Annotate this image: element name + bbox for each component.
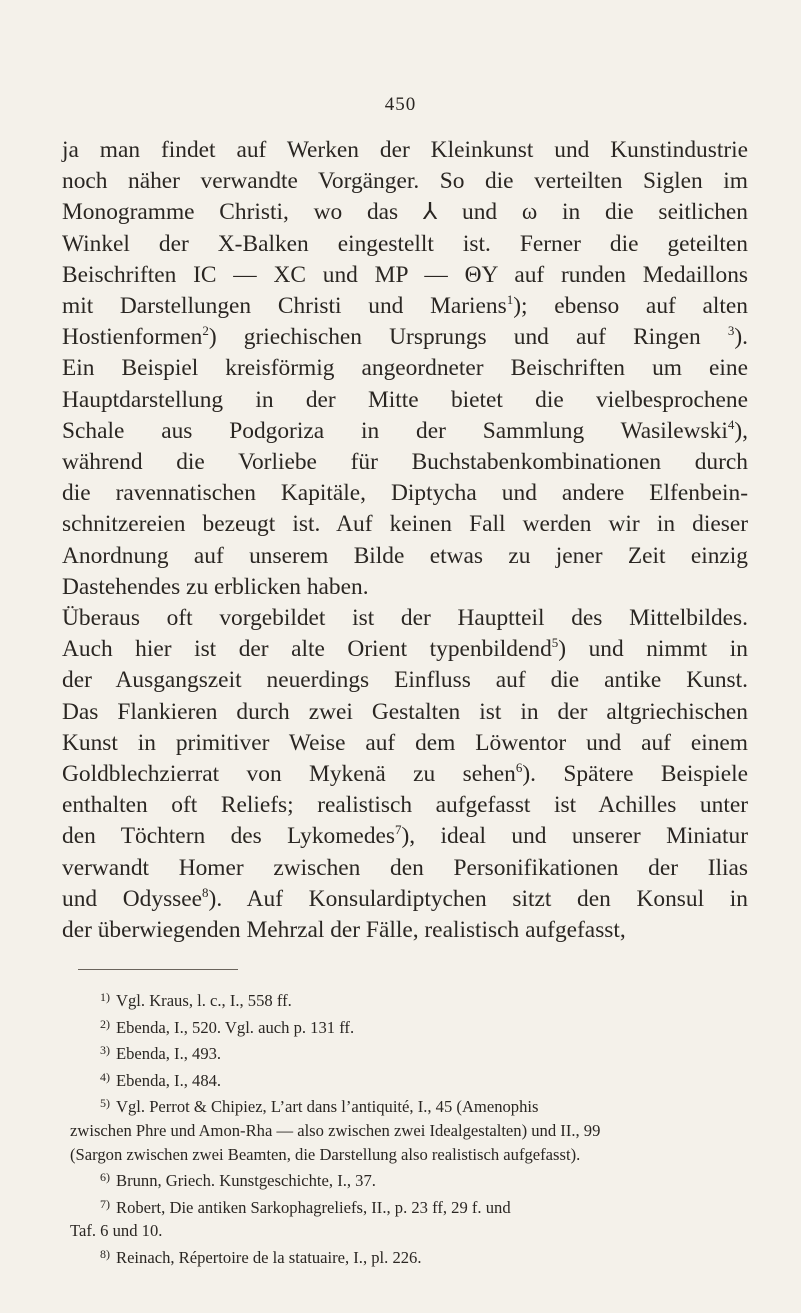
line-text: Anordnung auf unserem Bilde etwas zu jener Zeit einzig bbox=[62, 542, 748, 569]
footnote-ref: 6 bbox=[515, 760, 523, 776]
line-text: Das Flankieren durch zwei Gestalten ist in der altgriechischen bbox=[62, 698, 748, 725]
footnote-ref: 2 bbox=[202, 323, 209, 339]
line-text: enthalten oft Reliefs; realistisch aufgefasst ist Achilles unter bbox=[62, 792, 748, 819]
text-line: und Odyssee$^8$). Auf Konsulardiptychen sitzt den Konsul in bbox=[62, 884, 748, 912]
text-line bbox=[62, 853, 748, 884]
footnote-mark: 8) bbox=[100, 1246, 110, 1261]
footnote-mark: 5) bbox=[100, 1096, 110, 1111]
footnote bbox=[62, 1039, 748, 1066]
text-line bbox=[62, 790, 748, 821]
footnote-text: Vgl. Kraus, l. c., I., 558 ff. bbox=[116, 991, 292, 1010]
line-text: Auch hier ist der alte Orient typenbildend bbox=[62, 636, 552, 663]
line-tail: . Auf Konsulardiptychen sitzt den Konsul in bbox=[216, 885, 748, 912]
line-text: Schale aus Podgoriza in der Sammlung Wasilewski bbox=[62, 417, 728, 444]
line-text: mit Darstellungen Christi und Mariens bbox=[62, 293, 507, 320]
text-line bbox=[62, 353, 748, 384]
line-text: verwandt Homer zwischen den Personifikationen der Ilias bbox=[62, 854, 748, 881]
footnote-text: Brunn, Griech. Kunstgeschichte, I., 37. bbox=[116, 1171, 376, 1191]
text-line bbox=[62, 229, 748, 260]
footnote-text: Ebenda, I., 493. bbox=[116, 1044, 222, 1064]
line-text: Kunst in primitiver Weise auf dem Löwentor und auf einem bbox=[62, 729, 748, 756]
footnote-text: zwischen Phre und Amon-Rha — also zwischen zwei Idealgestalten) und II., 99 bbox=[70, 1120, 601, 1140]
footnote-text: Vgl. Perrot & Chipiez, L’art dans l’antiquité, I., 45 (Amenophis bbox=[116, 1097, 539, 1117]
footnote-text: Ebenda, I., 484. bbox=[116, 1070, 222, 1090]
footnote-text: (Sargon zwischen zwei Beamten, die Darstellung also realistisch aufgefasst). bbox=[70, 1144, 581, 1164]
text-line: Hostienformen$^2$) griechischen Ursprungs und auf Ringen $^3$). bbox=[62, 323, 748, 351]
line-tail: ; ebenso auf alten bbox=[521, 293, 748, 320]
footnotes bbox=[62, 986, 748, 1270]
line-text: während die Vorliebe für Buchstabenkombinationen durch bbox=[62, 449, 748, 476]
line-text: Ein Beispiel kreisförmig angeordneter Beischriften um eine bbox=[62, 355, 748, 382]
line-text: noch näher verwandte Vorgänger. So die verteilten Siglen im bbox=[62, 168, 748, 195]
text-line bbox=[62, 665, 748, 696]
text-line bbox=[62, 728, 748, 759]
text-line bbox=[62, 509, 748, 540]
line-tail: , bbox=[742, 417, 748, 444]
footnote bbox=[62, 986, 748, 1013]
footnote bbox=[62, 1166, 748, 1193]
footnote-divider bbox=[78, 969, 238, 970]
footnote bbox=[62, 1013, 748, 1040]
footnote-mark: 1) bbox=[100, 990, 110, 1004]
text-line bbox=[62, 135, 748, 166]
body-text bbox=[62, 135, 748, 946]
footnote-text: Reinach, Répertoire de la statuaire, I., pl. 226. bbox=[116, 1247, 422, 1267]
line-text: ja man findet auf Werken der Kleinkunst und Kunstindustrie bbox=[62, 137, 748, 163]
text-line: den Töchtern des Lykomedes$^7$), ideal und unserer Miniatur bbox=[62, 822, 748, 850]
footnote-mark: 3) bbox=[100, 1043, 110, 1058]
text-line: Goldblechzierrat von Mykenä zu sehen$^6$). Spätere Beispiele bbox=[62, 760, 748, 788]
footnote bbox=[62, 1092, 748, 1119]
line-tail: . bbox=[742, 324, 748, 351]
line-text: Goldblechzierrat von Mykenä zu sehen bbox=[62, 761, 516, 788]
line-text: und Odyssee bbox=[62, 885, 203, 912]
line-tail: , ideal und unserer Miniatur bbox=[409, 823, 748, 850]
text-line bbox=[62, 697, 748, 728]
line-text: Winkel der X-Balken eingestellt ist. Ferner die geteilten bbox=[62, 230, 748, 257]
footnote-ref: 7 bbox=[395, 822, 402, 838]
footnote-ref: 1 bbox=[506, 292, 514, 308]
footnote-ref: 5 bbox=[551, 635, 559, 651]
text-line bbox=[62, 260, 748, 291]
line-text: den Töchtern des Lykomedes bbox=[62, 823, 395, 850]
footnote-ref: 8 bbox=[202, 884, 209, 900]
footnote-mark: 2) bbox=[100, 1016, 110, 1031]
line-text: die ravennatischen Kapitäle, Diptycha und andere Elfenbein- bbox=[62, 480, 748, 507]
text-line bbox=[62, 447, 748, 478]
line-text: Hostienformen bbox=[62, 324, 203, 351]
page-number: 450 bbox=[384, 94, 417, 115]
footnote-continuation bbox=[62, 1119, 748, 1143]
line-tail: und nimmt in bbox=[566, 636, 749, 663]
text-line: Auch hier ist der alte Orient typenbildend$^5$) und nimmt in bbox=[62, 635, 749, 663]
footnote bbox=[62, 1243, 748, 1270]
text-line bbox=[62, 166, 748, 197]
text-line bbox=[62, 915, 748, 946]
footnote-continuation bbox=[62, 1219, 748, 1243]
footnote-mark: 6) bbox=[100, 1170, 110, 1185]
line-tail: . Spätere Beispiele bbox=[530, 761, 748, 788]
footnote-ref: 3 bbox=[727, 323, 735, 339]
footnote-mark: 7) bbox=[100, 1196, 110, 1211]
footnote bbox=[62, 1066, 748, 1093]
text-line bbox=[62, 385, 748, 416]
footnote-mark: 4) bbox=[100, 1069, 110, 1084]
text-line bbox=[62, 572, 748, 603]
line-text: Beischriften IC — XC und MP — ΘY auf runden Medaillons bbox=[62, 261, 748, 288]
footnote-text: Robert, Die antiken Sarkophagreliefs, II., p. 23 ff, 29 f. und bbox=[116, 1197, 511, 1217]
line-text: Monogramme Christi, wo das ⅄ und ω in die seitlichen bbox=[62, 199, 748, 226]
line-text: Überaus oft vorgebildet ist der Hauptteil des Mittelbildes. bbox=[62, 605, 748, 632]
text-line: mit Darstellungen Christi und Mariens$^1$); ebenso auf alten bbox=[62, 292, 748, 320]
text-line bbox=[62, 197, 748, 228]
text-line bbox=[62, 603, 748, 634]
line-text: Hauptdarstellung in der Mitte bietet die vielbesprochene bbox=[62, 386, 748, 413]
line-text: Dastehendes zu erblicken haben. bbox=[62, 573, 369, 600]
text-line bbox=[62, 478, 748, 509]
footnote-ref: 4 bbox=[727, 416, 735, 432]
text-line bbox=[62, 541, 748, 572]
line-text: der überwiegenden Mehrzal der Fälle, realistisch aufgefasst, bbox=[62, 917, 626, 944]
footnote-text: Taf. 6 und 10. bbox=[70, 1221, 163, 1241]
footnote-text: Ebenda, I., 520. Vgl. auch p. 131 ff. bbox=[116, 1017, 355, 1037]
line-text: schnitzereien bezeugt ist. Auf keinen Fall werden wir in dieser bbox=[62, 511, 748, 538]
line-text: der Ausgangszeit neuerdings Einfluss auf die antike Kunst. bbox=[62, 667, 748, 694]
text-line: Schale aus Podgoriza in der Sammlung Wasilewski$^4$), bbox=[62, 416, 748, 444]
footnote bbox=[62, 1193, 748, 1220]
footnote-continuation bbox=[62, 1143, 748, 1167]
line-tail: griechischen Ursprungs und auf Ringen bbox=[216, 324, 701, 351]
